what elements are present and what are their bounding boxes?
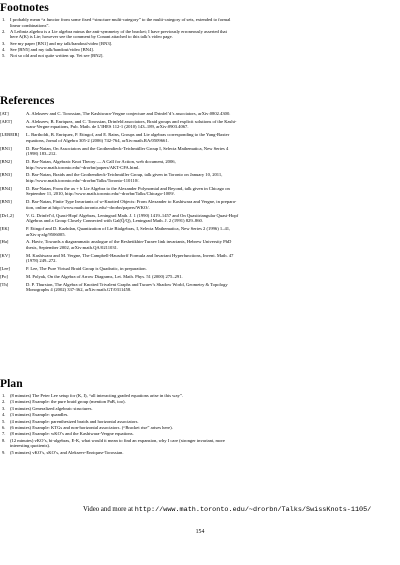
- plan-number: 7.: [2, 431, 6, 437]
- plan-number: 2.: [2, 399, 6, 405]
- reference-key: [BN2]: [0, 159, 12, 164]
- plan-text-line: (8 minutes) Example: wKO’s and the Kashiwara-Vergne equations.: [10, 431, 134, 437]
- reference-text-line: Monographs 4 (2002) 337-362, arXiv:math.GT/0311458.: [26, 287, 132, 293]
- reference-text: [26, 199, 385, 210]
- reference-text: [26, 111, 385, 117]
- reference-item: [0, 253, 385, 264]
- reference-text-line: wara-Vergne equations, Pub. Math. de L’IHES 112-1 (2010) 143–189, arXiv:0903.4067.: [26, 124, 189, 130]
- plan-item: [2, 431, 387, 437]
- reference-item: [0, 132, 385, 143]
- plan-text: [10, 425, 382, 431]
- plan-text-line: (4 minutes) Example: parenthesized braids and horizontal associators.: [10, 418, 139, 424]
- footnote-text: [10, 53, 382, 59]
- reference-key: [AET]: [0, 118, 12, 124]
- plan-text-line: (12 minutes) vKO’s, bi-algebras, E-K, what would it mean to find an expansion, why I care (stronger invariant, more: [10, 437, 225, 443]
- footnote-item: [2, 53, 382, 59]
- reference-item: [0, 274, 385, 280]
- plan-item: [2, 406, 387, 412]
- footnote-text: [10, 47, 382, 53]
- plan-text-line: interesting quotients).: [10, 443, 51, 449]
- reference-text: [26, 186, 385, 197]
- reference-key: [Dr1,2]: [0, 212, 14, 218]
- video-link-line: [83, 506, 371, 514]
- footnote-text: [10, 17, 382, 28]
- footnote-number: 4.: [2, 46, 6, 52]
- reference-text-line: (1978) 249–272.: [26, 258, 57, 264]
- reference-key: [KV]: [0, 252, 10, 258]
- footnote-text-line: Not so old and not quite written up. Yet see [BN2].: [10, 53, 104, 58]
- footnote-number: 1.: [2, 17, 6, 22]
- footnote-text-line: I probably mean “a functor from some fixed “structure multi-category” to the multi-category of sets, extended to formal: [10, 17, 231, 22]
- footnote-item: [2, 17, 382, 28]
- reference-text-line: D. Bar-Natan, On Associators and the Grothendieck-Teichmüller Group I, Selecta Mathematica, New Series 4: [26, 145, 229, 151]
- footnote-item: [2, 47, 382, 53]
- reference-text-line: tion, online at http://www.math.toronto.edu/~drorbn/papers/WKO/.: [26, 204, 150, 210]
- reference-text-line: D. Bar-Natan, Algebraic Knot Theory — A Call for Action, web document, 2006,: [26, 159, 176, 164]
- plan-text: [10, 406, 382, 412]
- plan-item: [2, 399, 387, 405]
- plan-number: 5.: [2, 418, 6, 424]
- plan-text-line: (3 minutes) Generalized algebraic structures.: [10, 405, 93, 411]
- plan-text: [10, 450, 382, 456]
- plan-item: [2, 425, 387, 431]
- video-prefix: Video and more at: [83, 506, 135, 513]
- reference-text: [26, 253, 385, 264]
- plan-number: 4.: [2, 412, 6, 418]
- reference-text-line: L. Bartholdi, B. Enriquez, P. Etingof, and E. Rains, Groups and Lie algebras corresponding to the Yang-Baxter: [26, 132, 230, 138]
- reference-item: [0, 186, 385, 197]
- reference-item: [0, 213, 385, 224]
- reference-item: [0, 172, 385, 183]
- reference-text-line: P. Etingof and D. Kazhdan, Quantization of Lie Bialgebras, I, Selecta Mathematica, New Series 2 (1996) 1–41,: [26, 226, 231, 231]
- page-number: 154: [195, 529, 205, 535]
- plan-heading: Plan: [0, 378, 23, 390]
- reference-text-line: arXiv:q-alg/9506005.: [26, 231, 66, 237]
- plan-item: [2, 412, 387, 418]
- plan-text: [10, 419, 382, 425]
- reference-text: [26, 274, 385, 280]
- references-heading: References: [0, 95, 55, 107]
- footnote-number: 3.: [2, 40, 6, 46]
- footnote-text-line: See my paper [BN1] and my talk/handout/video [BN3].: [10, 40, 113, 46]
- reference-text: [26, 119, 385, 130]
- video-url-link[interactable]: http://www.math.toronto.edu/~drorbn/Talks/SwissKnots-1105/: [134, 506, 372, 514]
- reference-text-line: M. Polyak, On the Algebra of Arrow Diagrams, Let. Math. Phys. 51 (2000) 275–291.: [26, 274, 183, 279]
- plan-text: [10, 399, 382, 405]
- reference-item: [0, 239, 385, 250]
- footnote-number: 5.: [2, 53, 6, 58]
- plan-text: [10, 393, 382, 399]
- reference-key: [BN5]: [0, 199, 12, 205]
- reference-item: [0, 146, 385, 157]
- reference-text: [26, 146, 385, 157]
- reference-text: [26, 266, 385, 272]
- reference-text-line: M. Kashiwara and M. Vergne, The Campbell-Hausdorff Formula and Invariant Hyperfunctions, Invent. Math. 47: [26, 252, 234, 258]
- reference-item: [0, 226, 385, 237]
- reference-text: [26, 226, 385, 237]
- plan-number: 8.: [2, 437, 6, 443]
- footnote-text-line: here A(K) is Lie; however see the comment by Conant attached to this talk’s video page.: [10, 34, 173, 40]
- reference-item: [0, 266, 385, 272]
- reference-text: [26, 239, 385, 250]
- reference-key: [AT]: [0, 111, 9, 116]
- reference-key: [BN4]: [0, 185, 12, 191]
- reference-text: [26, 172, 385, 183]
- plan-text-line: (3 minutes) Example: quandles.: [10, 412, 69, 418]
- plan-text: [10, 431, 382, 437]
- reference-key: [EK]: [0, 226, 10, 231]
- reference-key: [Lee]: [0, 266, 10, 272]
- reference-key: [BN1]: [0, 145, 12, 151]
- footnote-text-line: See [BN5] and my talk/handout/video [BN4].: [10, 46, 94, 52]
- reference-text-line: Algebras and a Group Closely Connected with Gal(Q̄/Q), Leningrad Math. J. 2 (1991) 829–860.: [26, 218, 203, 224]
- plan-text: [10, 438, 382, 449]
- footnote-item: [2, 41, 382, 47]
- reference-text-line: thesis, September 2002, arXiv:math.QA/0211031.: [26, 244, 119, 250]
- reference-item: [0, 282, 385, 293]
- reference-text-line: http://www.math.toronto.edu/~drorbn/Talks/Toronto-110110/.: [26, 177, 140, 183]
- plan-text-line: (3 minutes) Example: the pure braid group (mention PaB, too).: [10, 399, 126, 405]
- reference-text-line: September 11, 2010, http://www.math.toronto.edu/~drorbn/Talks/Chicago-1009/.: [26, 191, 176, 197]
- reference-text-line: D. Bar-Natan, Finite Type Invariants of w-Knotted Objects: From Alexander to Kashiwara and Vergne, in prepara-: [26, 199, 237, 205]
- plan-item: [2, 393, 387, 399]
- plan-item: [2, 419, 387, 425]
- footnote-text: [10, 29, 382, 40]
- plan-number: 1.: [2, 393, 6, 398]
- reference-text: [26, 213, 385, 224]
- footnote-number: 2.: [2, 28, 6, 34]
- reference-text: [26, 132, 385, 143]
- reference-item: [0, 119, 385, 130]
- reference-key: [Th]: [0, 281, 9, 287]
- reference-text-line: D. Bar-Natan, Braids and the Grothendieck-Teichmüller Group, talk given in Toronto on January 10, 2011,: [26, 172, 223, 178]
- reference-key: [Ha]: [0, 239, 9, 245]
- footnote-text-line: A Leibniz algebra is a Lie algebra minus the anti-symmetry of the bracket; I have previously erroneously asserted that: [10, 28, 227, 34]
- reference-item: [0, 199, 385, 210]
- plan-number: 9.: [2, 449, 6, 455]
- reference-text: [26, 282, 385, 293]
- reference-text-line: V. G. Drinfel’d, Quasi-Hopf Algebras, Leningrad Math. J. 1 (1990) 1419–1457 and On Quasitriangular Quasi-Hopf: [26, 212, 239, 218]
- plan-item: [2, 450, 387, 456]
- reference-key: [LEBEIR]: [0, 132, 20, 138]
- footnote-text: [10, 41, 382, 47]
- reference-text-line: D. P. Thurston, The Algebra of Knotted Trivalent Graphs and Turaev’s Shadow World, Geometry & Topology: [26, 281, 228, 287]
- reference-key: [BN3]: [0, 172, 12, 178]
- reference-text-line: D. Bar-Natan, From the ax + b Lie Algebra to the Alexander Polynomial and Beyond, talk given in Chicago on: [26, 185, 230, 191]
- reference-item: [0, 159, 385, 170]
- reference-text-line: P. Lee, The Pure Virtual Braid Group is Quadratic, in preparation.: [26, 266, 147, 272]
- reference-key: [Po]: [0, 274, 8, 279]
- reference-text-line: equations, Jornal of Algebra 305-2 (2006) 742-764, arXiv:math.RA/0509661.: [26, 137, 169, 143]
- plan-number: 3.: [2, 405, 6, 411]
- reference-item: [0, 111, 385, 117]
- plan-text-line: (5 minutes) vKO’s, sKO’s, and Alekseev-Enriquez-Torossian.: [10, 449, 124, 455]
- reference-text: [26, 159, 385, 170]
- reference-text-line: A. Haviv, Towards a diagrammatic analogue of the Reshetikhin-Turaev link invariants, Hebrew University PhD: [26, 239, 232, 245]
- plan-text-line: (8 minutes) The Peter Lee setup for (K, I), “all interacting graded equations arise in this way”.: [10, 393, 184, 398]
- plan-number: 6.: [2, 425, 6, 430]
- reference-text-line: A. Alekseev and C. Torossian, The Kashiwara-Vergne conjecture and Drinfel’d’s associators, arXiv:0802.4300.: [26, 111, 231, 116]
- plan-text: [10, 412, 382, 418]
- footnote-item: [2, 29, 382, 40]
- footnotes-heading: Footnotes: [0, 2, 49, 14]
- plan-text-line: (6 minutes) Example: KTGs and non-horizontal associators. (“Bracket rise” arises here).: [10, 425, 173, 430]
- reference-text-line: A. Alekseev, B. Enriquez, and C. Torossian, Drinfeld associators, Braid groups and explicit solutions of the Kashi-: [26, 118, 237, 124]
- reference-text-line: (1998) 183–212.: [26, 151, 57, 157]
- footnote-text-line: linear combinations”.: [10, 22, 50, 28]
- reference-text-line: http://www.math.toronto.edu/~drorbn/papers/AKT-CFA.html.: [26, 164, 140, 170]
- plan-item: [2, 438, 387, 449]
